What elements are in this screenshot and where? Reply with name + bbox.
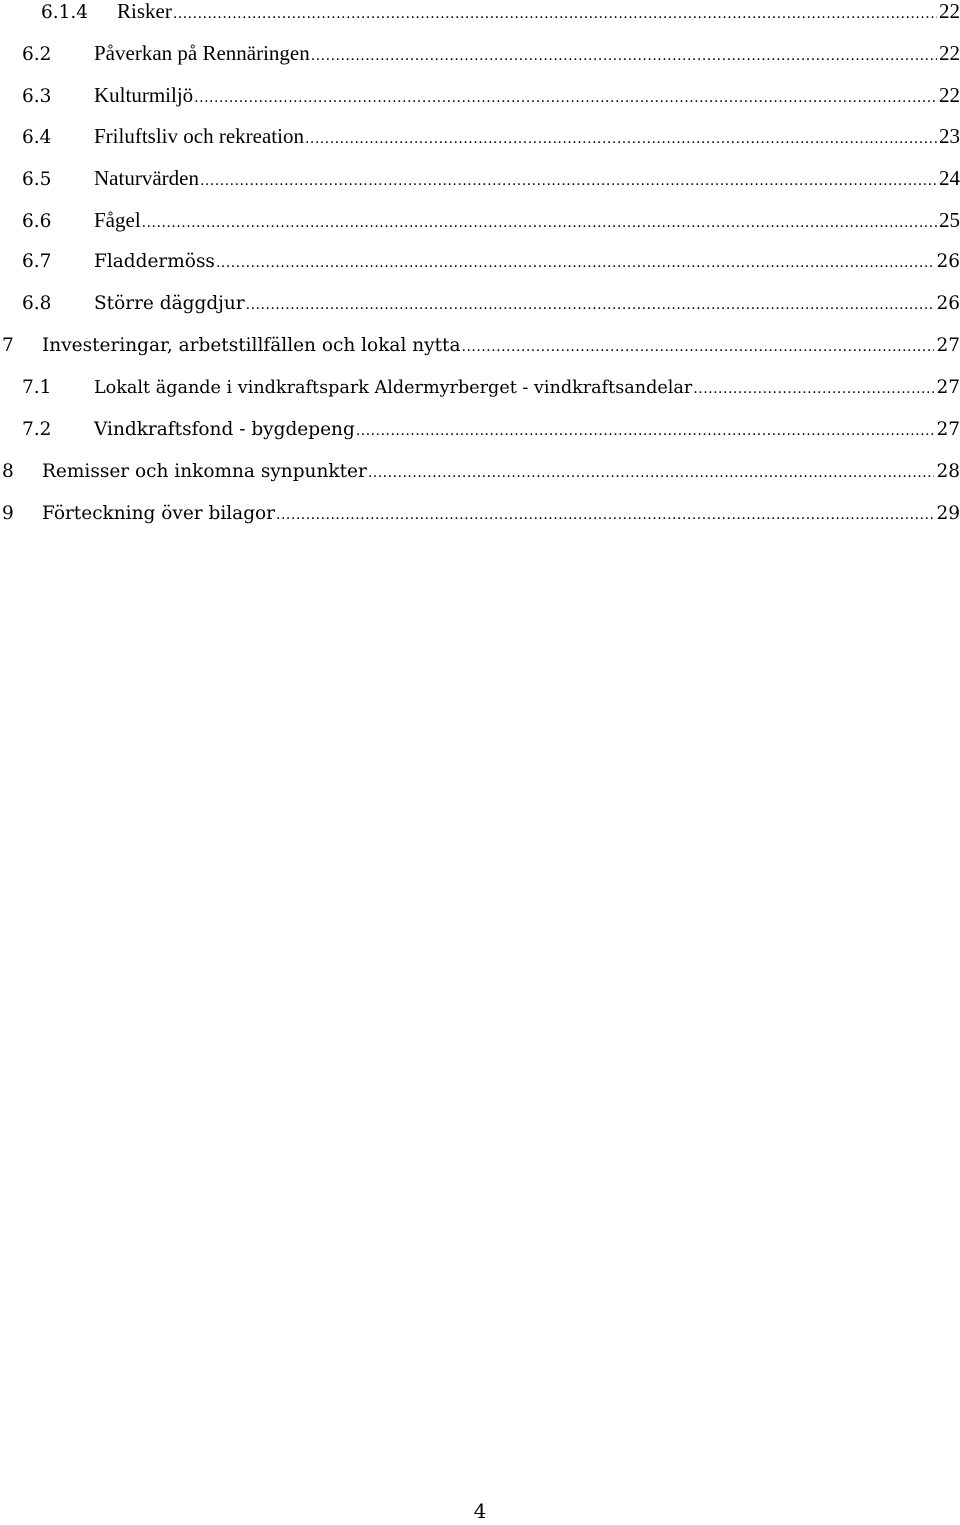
- toc-entry-page: 24: [939, 166, 960, 190]
- toc-entry-number: 7.1: [22, 377, 52, 398]
- toc-entry-number: 6.1.4: [41, 2, 89, 23]
- toc-entry-title: Större däggdjur: [94, 293, 245, 314]
- toc-entry-page: 28: [936, 461, 960, 482]
- toc-dot-leader: [368, 458, 935, 488]
- toc-entry-6-1-4[interactable]: [0, 0, 960, 26]
- toc-dot-leader: [693, 374, 934, 404]
- toc-dot-leader: [305, 124, 937, 154]
- toc-entry-title: Vindkraftsfond - bygdepeng: [94, 419, 355, 440]
- toc-entry-title: Investeringar, arbetstillfällen och lokal nytta: [42, 335, 461, 356]
- toc-entry-title: Kulturmiljö: [94, 83, 194, 107]
- toc-entry-6-7[interactable]: [0, 247, 960, 277]
- toc-dot-leader: [311, 41, 937, 71]
- toc-dot-leader: [194, 83, 937, 113]
- toc-entry-number: 6.3: [22, 86, 52, 107]
- toc-entry-page: 26: [936, 251, 960, 272]
- toc-entry-page: 22: [939, 0, 960, 23]
- toc-entry-7[interactable]: [0, 331, 960, 361]
- toc-entry-6-8[interactable]: [0, 289, 960, 319]
- toc-entry-7-2[interactable]: [0, 415, 960, 445]
- toc-entry-title: Påverkan på Rennäringen: [94, 41, 310, 65]
- toc-dot-leader: [200, 166, 937, 196]
- toc-entry-title: Förteckning över bilagor: [42, 503, 276, 524]
- toc-entry-title: Fågel: [94, 208, 141, 232]
- toc-entry-number: 7: [2, 335, 14, 356]
- toc-entry-page: 22: [939, 41, 960, 65]
- toc-entry-number: 6.7: [22, 251, 52, 272]
- toc-entry-page: 22: [939, 83, 960, 107]
- toc-entry-number: 9: [2, 503, 14, 524]
- toc-dot-leader: [276, 500, 934, 530]
- toc-entry-8[interactable]: [0, 457, 960, 487]
- toc-entry-page: 26: [936, 293, 960, 314]
- toc-entry-title: Naturvärden: [94, 166, 199, 190]
- toc-dot-leader: [462, 332, 935, 362]
- toc-entry-6-2[interactable]: [0, 38, 960, 68]
- toc-entry-page: 27: [936, 419, 960, 440]
- toc-entry-number: 7.2: [22, 419, 52, 440]
- toc-entry-6-3[interactable]: [0, 80, 960, 110]
- toc-entry-page: 27: [936, 377, 960, 398]
- toc-entry-page: 29: [936, 503, 960, 524]
- toc-dot-leader: [356, 416, 935, 446]
- toc-entry-9[interactable]: [0, 499, 960, 529]
- toc-entry-page: 27: [936, 335, 960, 356]
- toc-entry-title: Risker: [117, 0, 172, 23]
- toc-entry-6-4[interactable]: [0, 121, 960, 151]
- toc-entry-number: 6.5: [22, 169, 52, 190]
- toc-entry-title: Remisser och inkomna synpunkter: [42, 461, 367, 482]
- toc-dot-leader: [173, 0, 937, 29]
- toc-dot-leader: [246, 290, 935, 320]
- toc-entry-title: Lokalt ägande i vindkraftspark Aldermyrberget - vindkraftsandelar: [94, 378, 693, 398]
- toc-dot-leader: [216, 248, 935, 278]
- toc-entry-number: 6.4: [22, 127, 52, 148]
- toc-entry-number: 6.8: [22, 293, 52, 314]
- toc-entry-title: Fladdermöss: [94, 251, 215, 272]
- toc-entry-6-5[interactable]: [0, 163, 960, 193]
- toc-entry-title: Friluftsliv och rekreation: [94, 124, 304, 148]
- toc-entry-7-1[interactable]: [0, 373, 960, 403]
- toc-entry-6-6[interactable]: [0, 205, 960, 235]
- toc-dot-leader: [142, 208, 937, 238]
- page-number: 4: [473, 1499, 487, 1523]
- toc-entry-page: 23: [939, 124, 960, 148]
- toc-entry-number: 8: [2, 461, 14, 482]
- toc-entry-page: 25: [939, 208, 960, 232]
- toc-entry-number: 6.6: [22, 211, 52, 232]
- toc-entry-number: 6.2: [22, 44, 52, 65]
